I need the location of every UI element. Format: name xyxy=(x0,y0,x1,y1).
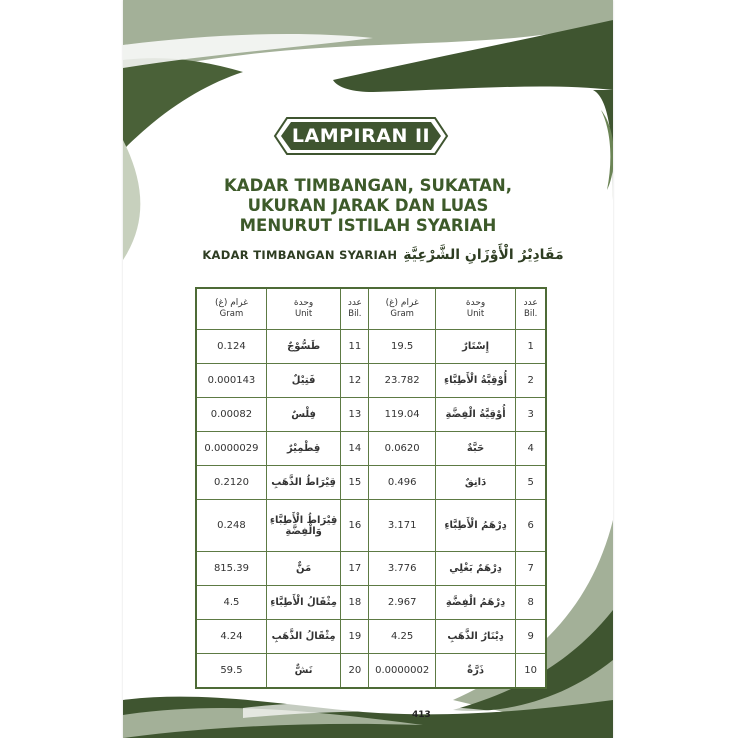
table-row xyxy=(196,466,546,500)
cell-gram-right: 2.967 xyxy=(369,586,435,620)
cell-bil-right: 1 xyxy=(516,330,546,364)
cell-bil-right: 4 xyxy=(516,432,546,466)
cell-gram-left: 59.5 xyxy=(196,654,266,688)
cell-gram-left: 0.0000029 xyxy=(196,432,266,466)
cell-unit-right: أُوْقِيَّةُ الْفِضَّةِ xyxy=(435,398,515,432)
cell-unit-left: فِلْسٌ xyxy=(266,398,340,432)
header-gram-left: غرام (غ) Gram xyxy=(196,288,266,330)
book-page xyxy=(123,0,613,738)
page-title xyxy=(163,176,573,236)
cell-unit-left: مَنٌّ xyxy=(266,552,340,586)
cell-unit-right: دِرْهَمُ الْفِضَّةِ xyxy=(435,586,515,620)
cell-gram-left: 0.124 xyxy=(196,330,266,364)
cell-gram-right: 4.25 xyxy=(369,620,435,654)
cell-bil-left: 14 xyxy=(341,432,369,466)
section-subtitle xyxy=(193,243,573,267)
table-row xyxy=(196,586,546,620)
cell-unit-left: قِطْمِيْرٌ xyxy=(266,432,340,466)
cell-bil-left: 11 xyxy=(341,330,369,364)
cell-gram-right: 3.171 xyxy=(369,500,435,552)
cell-gram-left: 815.39 xyxy=(196,552,266,586)
cell-unit-left: قِيْرَاطُ الذَّهَبِ xyxy=(266,466,340,500)
header-bil-left: عدد Bil. xyxy=(341,288,369,330)
banner-label: LAMPIRAN II xyxy=(291,125,431,147)
page-number: 413 xyxy=(412,710,431,720)
cell-gram-right: 23.782 xyxy=(369,364,435,398)
cell-bil-right: 9 xyxy=(516,620,546,654)
cell-gram-left: 0.248 xyxy=(196,500,266,552)
table-row xyxy=(196,500,546,552)
cell-unit-right: دِيْنَارُ الذَّهَبِ xyxy=(435,620,515,654)
cell-gram-left: 4.24 xyxy=(196,620,266,654)
measurement-table xyxy=(195,287,547,689)
header-unit-left: وحدة Unit xyxy=(266,288,340,330)
table-row xyxy=(196,552,546,586)
cell-bil-right: 8 xyxy=(516,586,546,620)
cell-unit-right: دَانِقٌ xyxy=(435,466,515,500)
cell-bil-left: 16 xyxy=(341,500,369,552)
cell-bil-left: 19 xyxy=(341,620,369,654)
cell-unit-right: حَبَّةٌ xyxy=(435,432,515,466)
header-bil-right: عدد Bil. xyxy=(516,288,546,330)
table-row xyxy=(196,330,546,364)
table-row xyxy=(196,364,546,398)
cell-unit-left: نَشٌّ xyxy=(266,654,340,688)
table-header-row xyxy=(196,288,546,330)
cell-gram-right: 0.496 xyxy=(369,466,435,500)
cell-bil-left: 17 xyxy=(341,552,369,586)
cell-unit-left: مِثْقَالُ الْأَطِبَّاءِ xyxy=(266,586,340,620)
title-line-2: UKURAN JARAK DAN LUAS xyxy=(247,196,489,215)
cell-bil-left: 13 xyxy=(341,398,369,432)
table-row xyxy=(196,620,546,654)
cell-bil-left: 12 xyxy=(341,364,369,398)
cell-unit-right: ذَرَّةٌ xyxy=(435,654,515,688)
cell-gram-right: 3.776 xyxy=(369,552,435,586)
cell-unit-right: دِرْهَمٌ بَغْلِي xyxy=(435,552,515,586)
cell-bil-right: 3 xyxy=(516,398,546,432)
cell-gram-right: 19.5 xyxy=(369,330,435,364)
cell-unit-left: طَسُّوْجٌ xyxy=(266,330,340,364)
cell-gram-left: 4.5 xyxy=(196,586,266,620)
cell-unit-right: إِسْتَارٌ xyxy=(435,330,515,364)
cell-bil-left: 15 xyxy=(341,466,369,500)
title-line-3: MENURUT ISTILAH SYARIAH xyxy=(239,216,497,235)
cell-bil-right: 5 xyxy=(516,466,546,500)
cell-unit-right: دِرْهَمُ الْأَطِبَّاءِ xyxy=(435,500,515,552)
cell-bil-right: 2 xyxy=(516,364,546,398)
cell-unit-right: أُوْقِيَّةُ الْأَطِبَّاءِ xyxy=(435,364,515,398)
cell-unit-left: فَتِيْلٌ xyxy=(266,364,340,398)
subtitle-latin: KADAR TIMBANGAN SYARIAH xyxy=(202,248,398,262)
table-row xyxy=(196,398,546,432)
cell-unit-left: مِثْقَالُ الذَّهَبِ xyxy=(266,620,340,654)
cell-gram-right: 0.0000002 xyxy=(369,654,435,688)
cell-unit-left: قِيْرَاطُ الْأَطِبَّاءِ وَالْفِضَّةِ xyxy=(266,500,340,552)
cell-bil-left: 18 xyxy=(341,586,369,620)
table-row xyxy=(196,432,546,466)
cell-bil-left: 20 xyxy=(341,654,369,688)
title-line-1: KADAR TIMBANGAN, SUKATAN, xyxy=(224,176,512,195)
subtitle-arabic: مَقَادِيْرُ الْأَوْزَانِ الشَّرْعِيَّةِ xyxy=(403,247,564,263)
cell-gram-left: 0.00082 xyxy=(196,398,266,432)
header-unit-right: وحدة Unit xyxy=(435,288,515,330)
table-row xyxy=(196,654,546,688)
cell-gram-right: 0.0620 xyxy=(369,432,435,466)
cell-bil-right: 10 xyxy=(516,654,546,688)
cell-gram-right: 119.04 xyxy=(369,398,435,432)
cell-bil-right: 7 xyxy=(516,552,546,586)
cell-gram-left: 0.000143 xyxy=(196,364,266,398)
cell-gram-left: 0.2120 xyxy=(196,466,266,500)
cell-bil-right: 6 xyxy=(516,500,546,552)
header-gram-right: غرام (غ) Gram xyxy=(369,288,435,330)
